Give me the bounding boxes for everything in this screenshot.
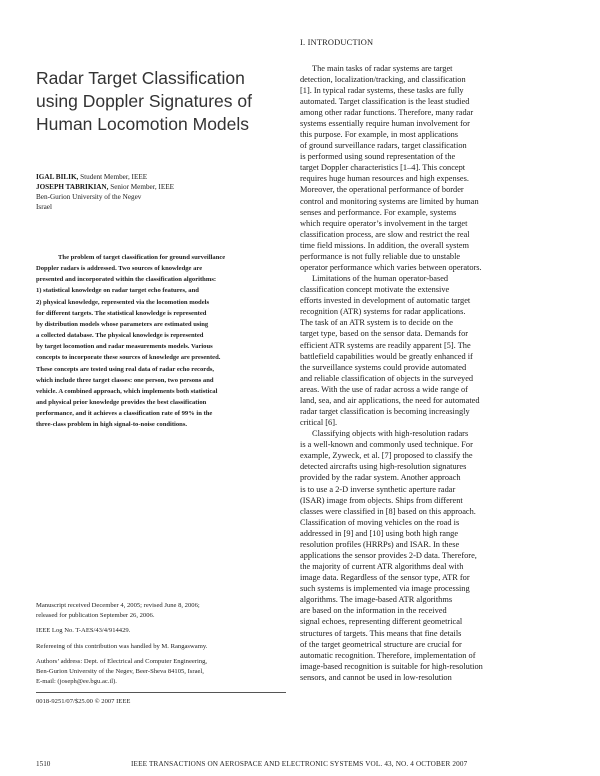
body-line: Limitations of the human operator-based	[312, 274, 449, 284]
body-line: signal echoes, representing different geometrical	[300, 617, 463, 627]
author-1	[36, 172, 286, 182]
title-line: Human Locomotion Models	[36, 114, 250, 134]
body-line: operator performance which varies between operators.	[300, 262, 482, 272]
abstract-line: and physical prior knowledge provides the best classification	[36, 399, 207, 407]
footnote-line: E-mail: (joseph@ee.bgu.ac.il).	[36, 677, 117, 685]
body-line: battlefield capabilities would be greatly enhanced if	[300, 351, 473, 361]
author-block	[36, 172, 286, 212]
body-line: efficient ATR systems are readily apparent [5]. The	[300, 340, 471, 350]
body-line: resolution profiles (HRRPs) and ISAR. In these	[300, 539, 460, 549]
body-line: such systems is implemented via image processing	[300, 584, 470, 594]
abstract-line: performance, and it achieves a classification rate of 99% in the	[36, 410, 213, 418]
body-line: structures of targets. This means that fine details	[300, 628, 462, 638]
body-line: efforts invested in development of automatic target	[300, 296, 471, 306]
body-line: Classification of moving vehicles on the road is	[300, 517, 460, 527]
body-line: The main tasks of radar systems are target	[312, 63, 453, 73]
footnote-line: Authors’ address: Dept. of Electrical and Computer Engineering,	[36, 658, 208, 666]
body-line: detected aircrafts using high-resolution signatures	[300, 462, 467, 472]
footnote-line: Manuscript received December 4, 2005; revised June 8, 2006;	[36, 602, 200, 609]
body-line: The task of an ATR system is to decide on the	[300, 318, 453, 328]
author-2-role: Senior Member, IEEE	[108, 183, 175, 191]
body-line: addressed in [9] and [10] using both high range	[300, 528, 459, 538]
footnote-line: released for publication September 26, 2006.	[36, 611, 155, 619]
footnote-line: Ben-Gurion University of the Negev, Beer-Sheva 84105, Israel,	[36, 667, 204, 675]
body-line: automated. Target classification is the least studied	[300, 96, 470, 106]
address-note	[36, 657, 286, 686]
body-line: target type, based on the sensor data. Demands for	[300, 329, 469, 339]
abstract-line: by target locomotion and radar measurements models. Various	[36, 343, 213, 351]
abstract-line: a collected database. The physical knowledge is represented	[36, 332, 204, 340]
paper-title	[36, 67, 276, 136]
body-line: applications the sensor provides 2-D data. Therefore,	[300, 551, 477, 561]
body-line: time field missions. In addition, the overall system	[300, 240, 469, 250]
body-line: and reliable classification of objects in the surveyed	[300, 373, 474, 383]
abstract-line: three-class problem in high signal-to-noise conditions.	[36, 421, 188, 429]
body-line: example, Zyweck, et al. [7] proposed to classify the	[300, 451, 473, 461]
introduction-column	[300, 37, 566, 683]
title-line: using Doppler Signatures of	[36, 91, 252, 111]
body-line: are based on the information in the received	[300, 606, 447, 616]
body-line: provided by the radar system. Another approach	[300, 473, 461, 483]
body-line: target Doppler characteristics [1–4]. This concept	[300, 163, 466, 173]
body-line: Classifying objects with high-resolution radars	[312, 429, 469, 439]
abstract-line: concepts to incorporate these sources of knowledge are presented.	[36, 354, 221, 362]
abstract-line: Doppler radars is addressed. Two sources of knowledge are	[36, 265, 203, 273]
introduction-text	[300, 63, 566, 683]
body-line: which require operator’s involvement in the target	[300, 218, 468, 228]
affiliation-line: Israel	[36, 203, 52, 211]
author-1-role: Student Member, IEEE	[78, 173, 148, 181]
author-1-name: IGAL BILIK,	[36, 173, 79, 181]
footnote-line: IEEE Log No. T-AES/43/4/914429.	[36, 627, 131, 635]
affiliation-line: Ben-Gurion University of the Negev	[36, 193, 142, 201]
abstract-line: presented and incorporated within the classification algorithms:	[36, 276, 217, 284]
body-line: algorithms. The image-based ATR algorithms	[300, 595, 453, 605]
refereeing-note	[36, 642, 286, 652]
abstract-line: The problem of target classification for ground surveillance	[58, 254, 226, 261]
body-line: detection, localization/tracking, and classification	[300, 74, 466, 84]
body-line: classes were classified in [8] based on this approach.	[300, 506, 476, 516]
body-line: areas. With the use of radar across a wide range of	[300, 384, 468, 394]
abstract-line: by distribution models whose parameters are estimated using	[36, 320, 209, 328]
abstract-line: which include three target classes: one person, two persons and	[36, 376, 214, 384]
body-line: senses and performance. For example, systems	[300, 207, 457, 217]
body-line: Moreover, the operational performance of border	[300, 185, 464, 195]
body-line: performance is not fully reliable due to unstable	[300, 251, 461, 261]
abstract-line: vehicle. A combined approach, which implements both statistical	[36, 387, 218, 395]
title-line: Radar Target Classification	[36, 68, 245, 88]
manuscript-note	[36, 601, 286, 620]
body-line: is a well-known and commonly used technique. For	[300, 440, 473, 450]
body-line: land, sea, and air applications, the need for automated	[300, 395, 480, 405]
abstract	[36, 252, 286, 431]
body-line: is to use a 2-D inverse synthetic aperture radar	[300, 484, 456, 494]
abstract-line: 2) physical knowledge, represented via the locomotion models	[36, 298, 210, 306]
body-line: the surveillance systems could provide automated	[300, 362, 467, 372]
body-line: requires huge human resources and high expenses.	[300, 174, 469, 184]
section-heading: I. INTRODUCTION	[300, 38, 374, 47]
log-note	[36, 626, 286, 636]
body-line: control and monitoring systems are limited by human	[300, 196, 479, 206]
body-line: (ISAR) image from objects. Ships from different	[300, 495, 463, 505]
author-2	[36, 182, 286, 192]
footnote-divider	[36, 692, 286, 693]
body-line: radar target classification is becoming increasingly	[300, 407, 470, 416]
footnotes	[36, 601, 286, 707]
abstract-line: 1) statistical knowledge on radar target echo features, and	[36, 287, 199, 295]
body-line: [1]. In typical radar systems, these tasks are fully	[300, 85, 464, 95]
page-number: 1510	[36, 760, 51, 768]
body-line: automatic recognition. Therefore, implementation of	[300, 650, 476, 660]
body-line: systems essentially require human involvement for	[300, 118, 470, 128]
footnote-line: Refereeing of this contribution was handled by M. Rangaswamy.	[36, 642, 208, 650]
abstract-line: These concepts are tested using real data of radar echo records,	[36, 365, 215, 373]
author-2-name: JOSEPH TABRIKIAN,	[36, 183, 109, 191]
body-line: the majority of current ATR algorithms deal with	[300, 562, 464, 572]
body-line: is performed using sound representation of the	[300, 152, 456, 162]
body-line: image-based recognition is suitable for high-resolution	[300, 661, 483, 671]
body-line: this purpose. For example, in most applications	[300, 130, 459, 140]
journal-line: IEEE TRANSACTIONS ON AEROSPACE AND ELECTRONIC SYSTEMS VOL. 43, NO. 4 OCTOBER 2007	[131, 760, 468, 768]
body-line: classification concept motivate the extensive	[300, 285, 450, 295]
copyright-line: 0018-9251/07/$25.00 © 2007 IEEE	[36, 698, 131, 706]
body-line: critical [6].	[300, 418, 338, 428]
abstract-line: for different targets. The statistical knowledge is represented	[36, 309, 207, 317]
body-line: of ground surveillance radars, target classification	[300, 141, 467, 151]
body-line: of the target geometrical structure are crucial for	[300, 639, 462, 649]
body-line: among other radar functions. Therefore, many radar	[300, 107, 474, 117]
body-line: recognition (ATR) systems for radar applications.	[300, 307, 466, 317]
body-line: classification process, are slow and restrict the real	[300, 229, 470, 239]
body-line: sensors, and cannot be used in low-resolution	[300, 672, 452, 682]
body-line: image data. Regardless of the sensor type, ATR for	[300, 573, 470, 583]
